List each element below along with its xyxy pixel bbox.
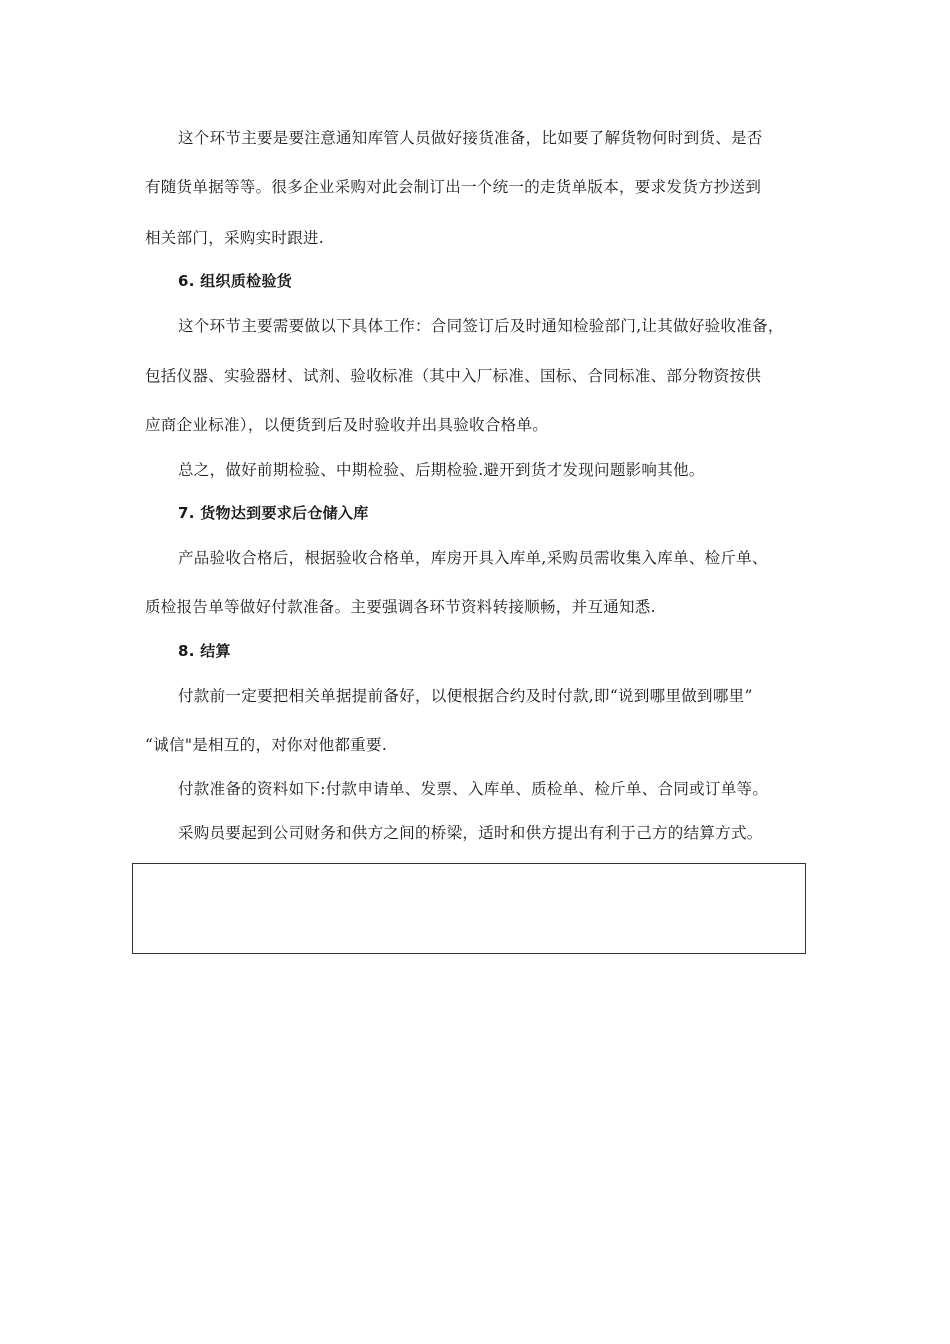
paragraph-line: 这个环节主要是要注意通知库管人员做好接货准备，比如要了解货物何时到货、是否 (178, 129, 763, 147)
paragraph-line: 采购员要起到公司财务和供方之间的桥梁，适时和供方提出有利于己方的结算方式。 (178, 824, 763, 842)
section-heading: 7. 货物达到要求后仓储入库 (178, 504, 369, 522)
empty-text-box (132, 863, 806, 954)
section-heading: 6. 组织质检验货 (178, 272, 293, 290)
paragraph-line: 包括仪器、实验器材、试剂、验收标准（其中入厂标准、国标、合同标准、部分物资按供 (145, 367, 762, 385)
paragraph-line: 有随货单据等等。很多企业采购对此会制订出一个统一的走货单版本，要求发货方抄送到 (145, 178, 762, 196)
paragraph-line: 付款前一定要把相关单据提前备好，以便根据合约及时付款,即“说到哪里做到哪里” (178, 687, 753, 705)
paragraph-line: “诚信"是相互的，对你对他都重要. (145, 736, 388, 754)
paragraph-line: 付款准备的资料如下:付款申请单、发票、入库单、质检单、检斤单、合同或订单等。 (178, 780, 769, 798)
paragraph-line: 这个环节主要需要做以下具体工作：合同签订后及时通知检验部门,让其做好验收准备， (178, 317, 784, 335)
paragraph-line: 产品验收合格后，根据验收合格单，库房开具入库单,采购员需收集入库单、检斤单、 (178, 549, 768, 567)
paragraph-line: 相关部门，采购实时跟进. (145, 229, 325, 247)
paragraph-line: 质检报告单等做好付款准备。主要强调各环节资料转接顺畅，并互通知悉. (145, 598, 656, 616)
paragraph-line: 总之，做好前期检验、中期检验、后期检验.避开到货才发现问题影响其他。 (178, 461, 705, 479)
paragraph-line: 应商企业标准），以便货到后及时验收并出具验收合格单。 (145, 416, 549, 434)
section-heading: 8. 结算 (178, 642, 231, 660)
